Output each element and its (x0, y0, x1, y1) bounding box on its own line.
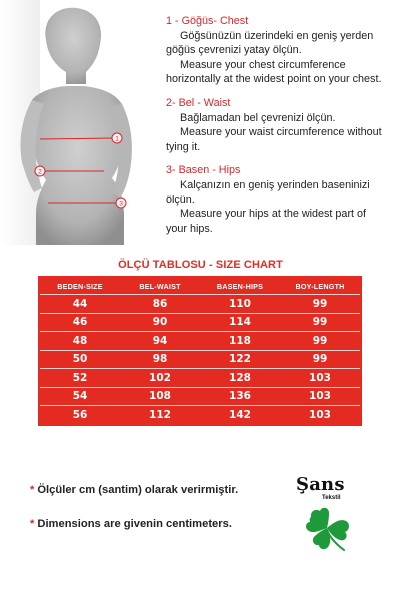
note-text: Ölçüler cm (santim) olarak verirmiştir. (37, 484, 239, 496)
hips-title: 3- Basen - Hips (166, 164, 241, 177)
cell-length: 103 (280, 369, 360, 388)
marker-1 (112, 133, 122, 143)
size-chart-table (40, 278, 360, 424)
cell-hips: 122 (200, 350, 280, 369)
size-chart-row (40, 350, 360, 369)
cell-waist: 108 (120, 387, 200, 406)
note-centimeters-en (30, 517, 232, 531)
chest-line: Measure your chest circumference (180, 58, 346, 71)
four-leaf-clover-icon (300, 504, 354, 554)
chest-line: Göğsünüzün üzerindeki en geniş yerden (180, 29, 374, 42)
size-chart-row (40, 313, 360, 332)
cell-waist: 94 (120, 332, 200, 351)
marker-2-label: 2 (38, 168, 42, 176)
cell-length: 99 (280, 295, 360, 314)
cell-waist: 112 (149, 408, 171, 421)
header-length: BOY-LENGTH (280, 278, 360, 295)
marker-1-label: 1 (115, 135, 119, 143)
cell-hips: 142 (229, 408, 251, 421)
cell-length: 99 (280, 350, 360, 369)
waist-line: Bağlamadan bel çevrenizi ölçün. (180, 111, 336, 124)
chest-line: göğüs çevrenizi yatay ölçün. (166, 44, 302, 57)
hips-line: Kalçanızın en geniş yerinden baseninizi (180, 178, 370, 191)
cell-size: 48 (40, 332, 120, 351)
size-chart-row (40, 295, 360, 314)
size-chart-row (40, 369, 360, 388)
cell-size: 50 (40, 350, 120, 369)
hips-line: your hips. (166, 222, 213, 235)
logo-name: Şans (296, 474, 345, 495)
hips-line: ölçün. (166, 193, 195, 206)
logo-sub: Tekstil (322, 495, 341, 501)
size-chart-row (40, 332, 360, 351)
body-silhouette (0, 0, 150, 245)
chest-instruction (166, 14, 398, 87)
hips-line: Measure your hips at the widest part of (180, 208, 367, 221)
marker-3-label: 3 (119, 200, 123, 208)
waist-line: Measure your waist circumference without (180, 126, 382, 139)
cell-waist: 102 (120, 369, 200, 388)
size-chart-title: ÖLÇÜ TABLOSU - SIZE CHART (118, 259, 283, 271)
cell-size: 54 (40, 387, 120, 406)
size-chart (38, 276, 362, 426)
size-chart-row (40, 406, 360, 424)
note-centimeters-tr (30, 483, 238, 497)
cell-length: 99 (280, 332, 360, 351)
cell-waist: 98 (120, 350, 200, 369)
measurement-instructions (166, 14, 398, 245)
brand-logo (294, 472, 364, 557)
cell-size: 44 (40, 295, 120, 314)
chest-title: 1 - Göğüs- Chest (166, 15, 249, 27)
cell-waist: 86 (120, 295, 200, 314)
cell-size: 52 (40, 369, 120, 388)
cell-hips: 114 (200, 313, 280, 332)
cell-hips: 110 (200, 295, 280, 314)
cell-length: 103 (280, 387, 360, 406)
cell-waist: 90 (120, 313, 200, 332)
waist-instruction (166, 96, 398, 154)
cell-length: 103 (309, 408, 331, 421)
cell-size: 56 (72, 408, 88, 421)
header-hips: BASEN-HIPS (200, 278, 280, 295)
cell-length: 99 (280, 313, 360, 332)
waist-line: tying it. (166, 140, 201, 153)
waist-title: 2- Bel - Waist (166, 96, 231, 109)
size-chart-header-row (40, 278, 360, 295)
header-size: BEDEN-SIZE (40, 278, 120, 295)
note-text: Dimensions are givenin centimeters. (37, 518, 232, 530)
cell-hips: 128 (200, 369, 280, 388)
hips-instruction (166, 163, 398, 236)
cell-size: 46 (40, 313, 120, 332)
marker-3 (116, 198, 126, 208)
marker-2 (35, 166, 45, 176)
size-chart-row (40, 387, 360, 406)
header-waist: BEL-WAIST (120, 278, 200, 295)
note-star: * (30, 518, 35, 530)
note-star: * (30, 484, 35, 496)
chest-line: horizontally at the widest point on your chest. (166, 73, 382, 86)
cell-hips: 118 (200, 332, 280, 351)
cell-hips: 136 (200, 387, 280, 406)
